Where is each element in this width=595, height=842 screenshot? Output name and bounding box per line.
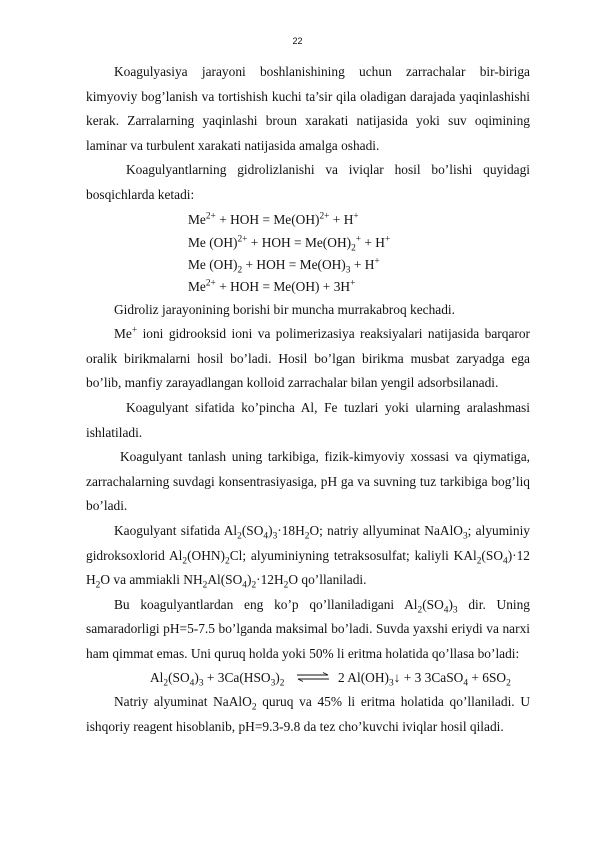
equation-4: $Me^{2+}$ + HOH = Me(OH) + 3H+ [188, 278, 356, 294]
hydrolysis-equations [86, 208, 530, 298]
reaction-equation [86, 666, 530, 690]
paragraph-al-fe-salts: Koagulyant sifatida ko’pincha Al, Fe tuzlari yoki ularning aralashmasi ishlatiladi. [86, 399, 530, 440]
equilibrium-arrow-icon [296, 672, 330, 682]
equation-3: Me $(OH)_2$ + HOH = $Me(OH)_3 + H^+$ [188, 256, 380, 276]
document-body [86, 60, 530, 740]
reaction-reactants: $Al_2(SO_4)_3 + 3Ca(HSO_3)_2$ [150, 670, 285, 690]
paragraph-me-ion: Me+ ioni gidrooksid ioni va polimerizasiya reaksiyalari natijasida barqaror oralik birikmalarni hosil bo’ladi. Hosil bo’lgan birikma musbat zaryadga ega bo’lib, manfiy zarayadlangan kolloid zarrachalar bilan yengil adsorbsilanadi. [86, 325, 530, 391]
paragraph-coagulation-start: Koagulyasiya jarayoni boshlanishining uchun zarrachalar bir-biriga kimyoviy bog’lanish va tortishish kuchi ta’sir qila oladigan darajada yaqinlashishi kerak. Zarralarning yaqinlashi broun xarakati natijasida yoki suv oqimining laminar va turbulent xarakati natijasida amalga oshadi. [86, 64, 530, 153]
reaction-products: 2 $Al(OH)_3↓ + 3$ 3CaSO$_4$ + $6SO_2$ [338, 670, 511, 690]
paragraph-coagulant-choice: Koagulyant tanlash uning tarkibiga, fizik-kimyoviy xossasi va qiymatiga, zarrachalarning suvdagi konsentrasiyasiga, pH ga va suvning tuz tarkibiga bog’liq bo’ladi. [86, 449, 530, 514]
paragraph-hydrolysis-stages: Koagulyantlarning gidrolizlanishi va iviqlar hosil bo’lishi quyidagi bosqichlarda ketadi: [86, 162, 530, 202]
paragraph-hydrolysis-complex: Gidroliz jarayonining borishi bir muncha murrakabroq kechadi. [114, 301, 455, 317]
paragraph-aluminium-sulfate: Bu koagulyantlardan eng ko’p qo’llaniladigani $Al_2(SO_4)_3$ dir. Uning samaradorligi pH=5-7.5 bo’lganda maksimal bo’ladi. Suvda yaxshi eriydi va narxi ham qimmat emas. Uni quruq holda yoki 50% li eritma holatida qo’llasa bo’ladi: [86, 596, 531, 661]
equation-2: Me (OH)$^{2+}$ + HOH = $Me(OH)_2^+ + H^+$ [188, 234, 391, 254]
equation-1: $Me^{2+}$ + HOH = Me(OH)$^{2+}$ + H+ [188, 211, 359, 227]
page-number: 22 [292, 36, 303, 46]
paragraph-sodium-aluminate: Natriy alyuminat NaAlO$_2$ quruq va 45% li eritma holatida qo’llaniladi. U ishqoriy reagent hisoblanib, pH=9.3-9.8 da tez cho’kuvchi iviqlar hosil qiladi. [86, 694, 530, 735]
paragraph-coagulant-list: Kaogulyant sifatida $Al_2(SO_4)_3\cdot 18H_2O$; natriy allyuminat NaAlO$_3$; alyuminiy gidroksoxlorid $Al_2(OHN)_2Cl$; alyuminiyning tetraksosulfat; kaliyli $KAl_2(SO_4)\cdot 12$ $H_2O$ va ammiakli $NH_2Al(SO_4)_2\cdot 12H_2O$ qo’llaniladi. [86, 522, 530, 591]
